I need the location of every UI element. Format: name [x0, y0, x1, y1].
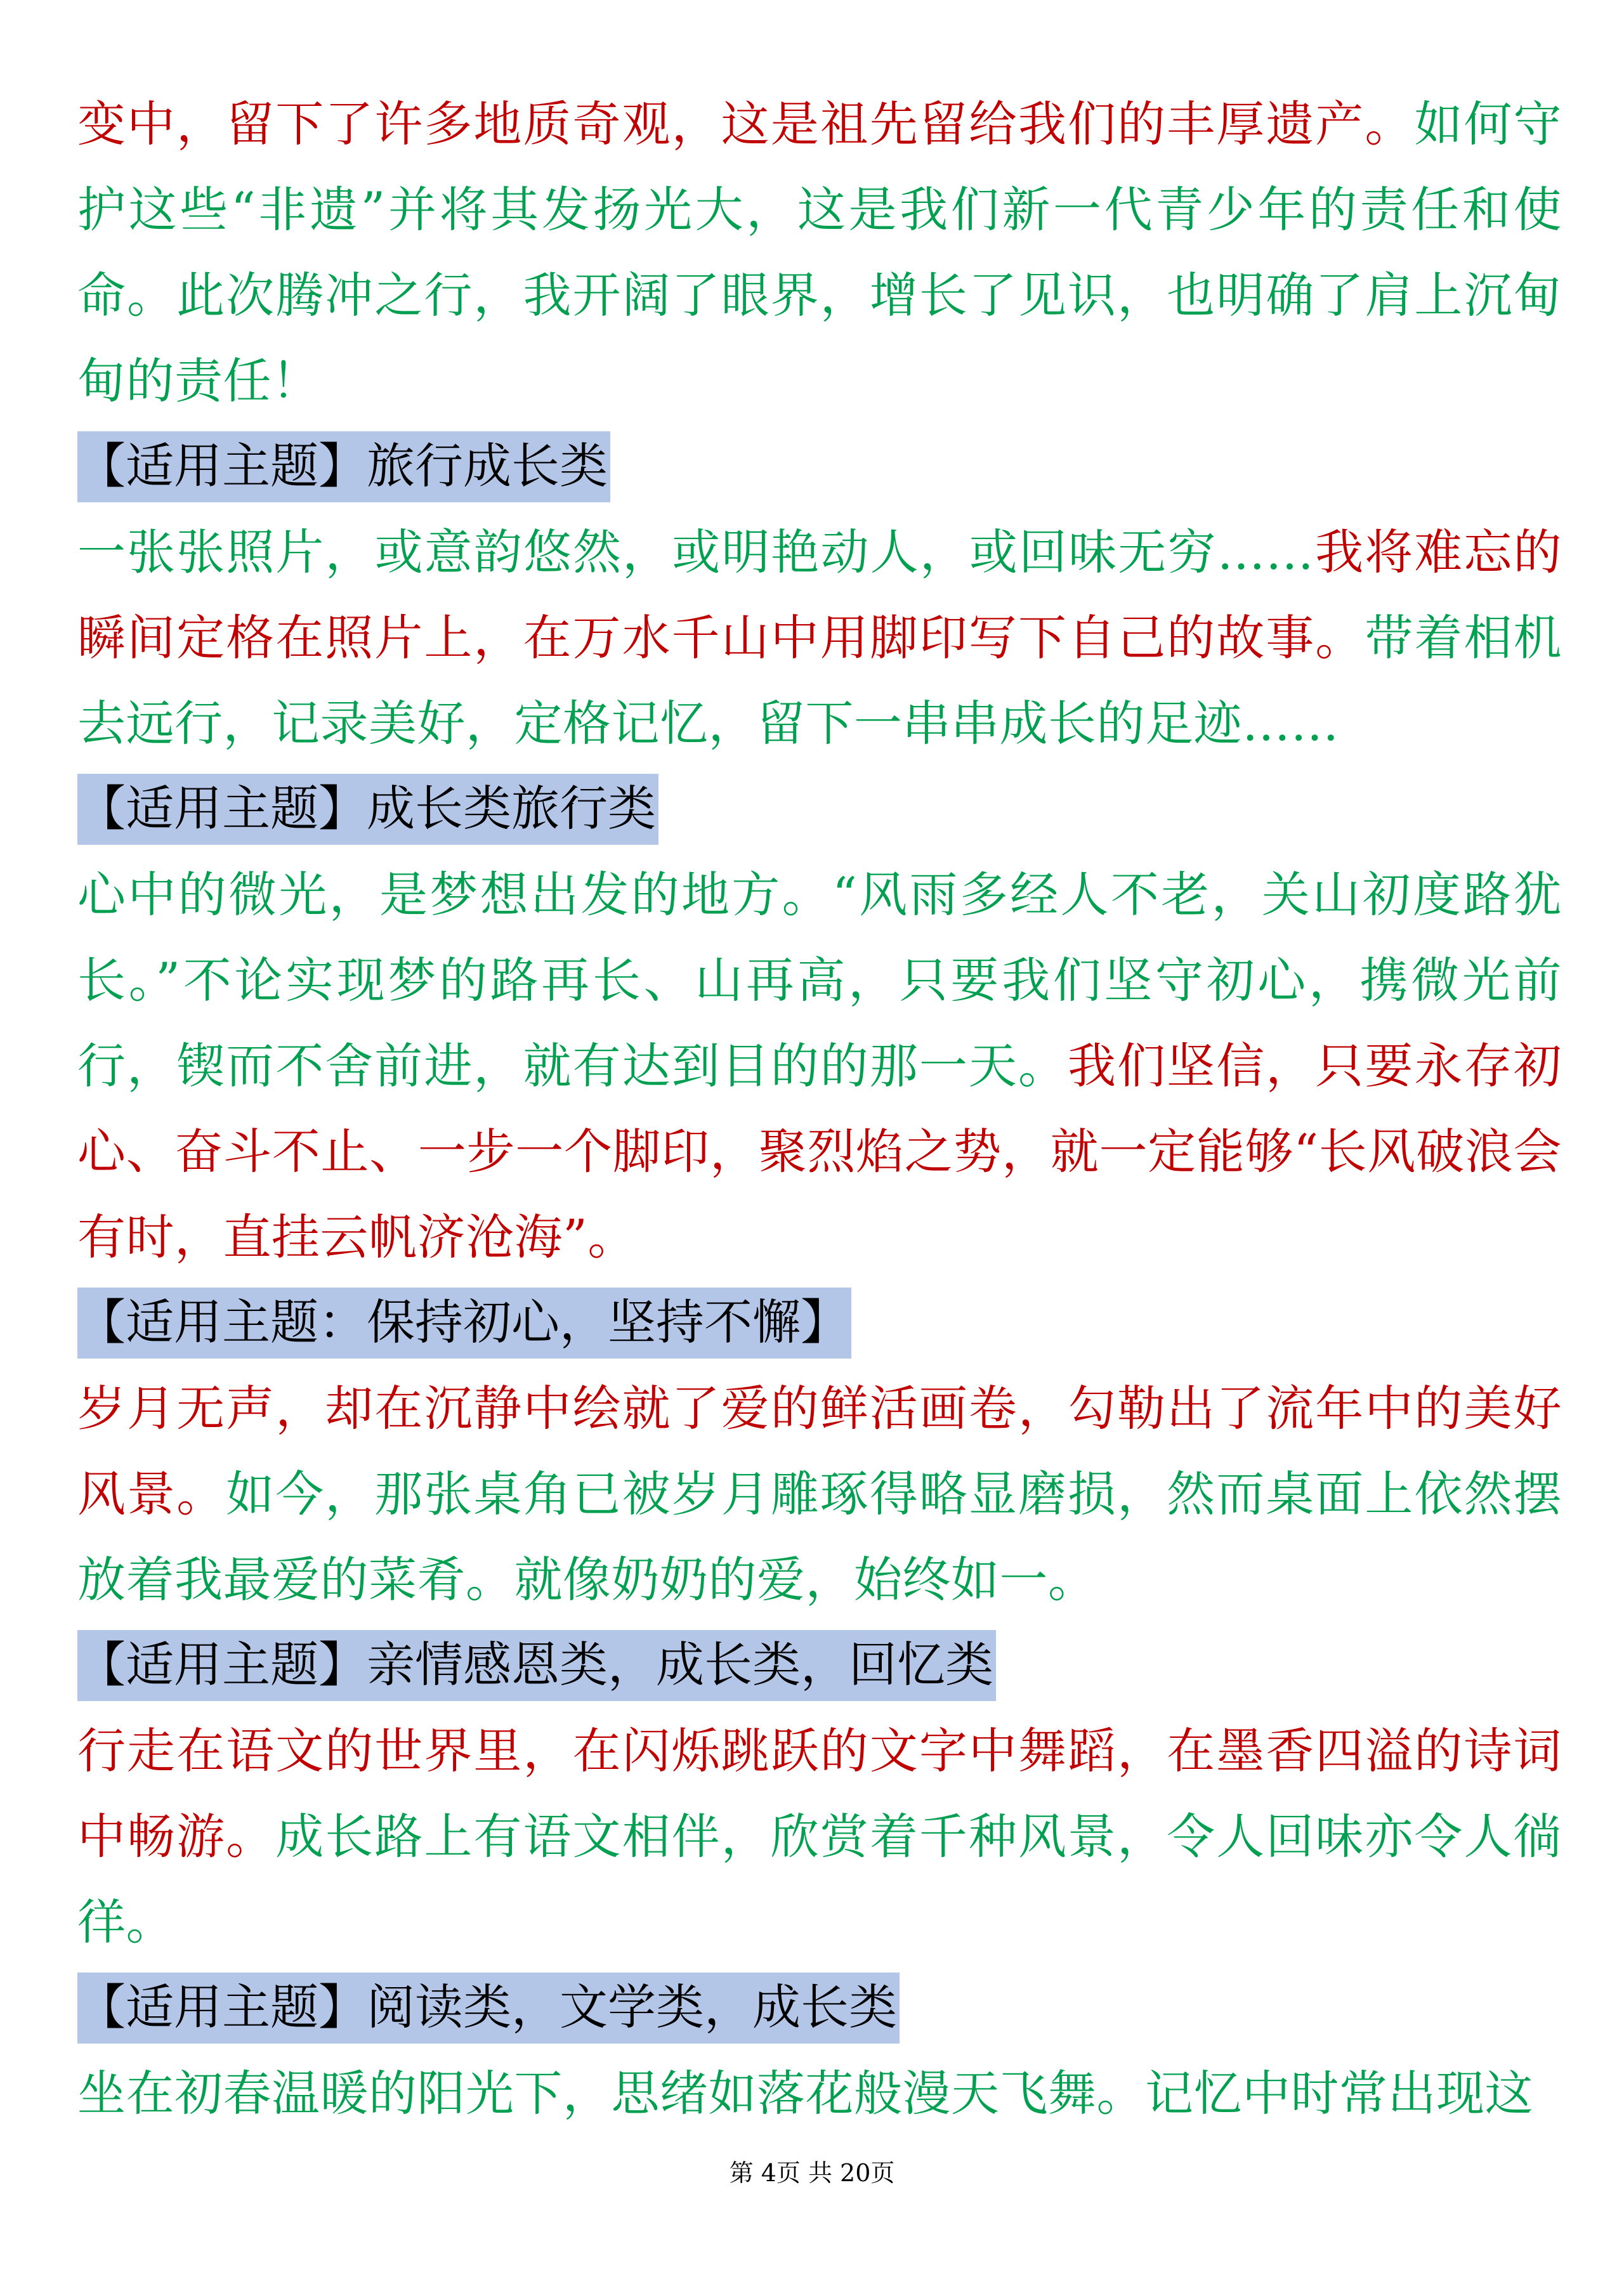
page-number-footer: 第 4页 共 20页: [729, 2159, 895, 2187]
theme-row: [77, 1965, 1562, 2051]
theme-row: [77, 766, 1562, 852]
theme-row: [77, 1622, 1562, 1708]
key-sentence: 变中，留下了许多地质奇观，这是祖先留给我们的丰厚遗产。: [77, 96, 1415, 152]
paragraph: [77, 852, 1562, 1280]
body-text: 带着相机去远行，记录美好，定格记忆，留下一串串成长的足迹……: [77, 610, 1562, 752]
key-sentence: 岁月无声，却在沉静中绘就了爱的鲜活画卷，勾勒出了流年中的美好风景。: [77, 1380, 1562, 1522]
theme-label: 【适用主题】旅行成长类: [77, 431, 610, 502]
key-sentence: 行走在语文的世界里，在闪烁跳跃的文字中舞蹈，在墨香四溢的诗词中畅游。: [77, 1723, 1562, 1865]
theme-label: 【适用主题：保持初心，坚持不懈】: [77, 1288, 851, 1359]
body-text: 心中的微光，是梦想出发的地方。“风雨多经人不老，关山初度路犹长。”不论实现梦的路再长、山再高，只要我们坚守初心，携微光前行，锲而不舍前进，就有达到目的的那一天。: [77, 866, 1562, 1094]
key-sentence: 我将难忘的瞬间定格在照片上，在万水千山中用脚印写下自己的故事。: [77, 524, 1562, 666]
body-text: 如何守护这些“非遗”并将其发扬光大，这是我们新一代青少年的责任和使命。此次腾冲之行，我开阔了眼界，增长了见识，也明确了肩上沉甸甸的责任！: [77, 96, 1562, 409]
key-sentence: 我们坚信，只要永存初心、奋斗不止、一步一个脚印，聚烈焰之势，就一定能够“长风破浪会有时，直挂云帆济沧海”。: [77, 1038, 1562, 1265]
body-text: 如今，那张桌角已被岁月雕琢得略显磨损，然而桌面上依然摆放着我最爱的菜肴。就像奶奶的爱，始终如一。: [77, 1466, 1562, 1608]
theme-row: [77, 1280, 1562, 1366]
body-text: 坐在初春温暖的阳光下，思绪如落花般漫天飞舞。记忆中时常出现这: [77, 2065, 1533, 2122]
paragraph: [77, 509, 1562, 766]
theme-label: 【适用主题】成长类旅行类: [77, 774, 658, 845]
theme-label: 【适用主题】亲情感恩类，成长类，回忆类: [77, 1630, 996, 1701]
paragraph: [77, 81, 1562, 424]
theme-label: 【适用主题】阅读类，文学类，成长类: [77, 1973, 900, 2044]
body-text: 成长路上有语文相伴，欣赏着千种风景，令人回味亦令人徜徉。: [77, 1808, 1562, 1950]
document-body: [77, 81, 1562, 2136]
body-text: 一张张照片，或意韵悠然，或明艳动人，或回味无穷……: [77, 524, 1314, 580]
theme-row: [77, 424, 1562, 509]
paragraph: [77, 1366, 1562, 1622]
paragraph: [77, 2051, 1562, 2136]
paragraph: [77, 1708, 1562, 1965]
